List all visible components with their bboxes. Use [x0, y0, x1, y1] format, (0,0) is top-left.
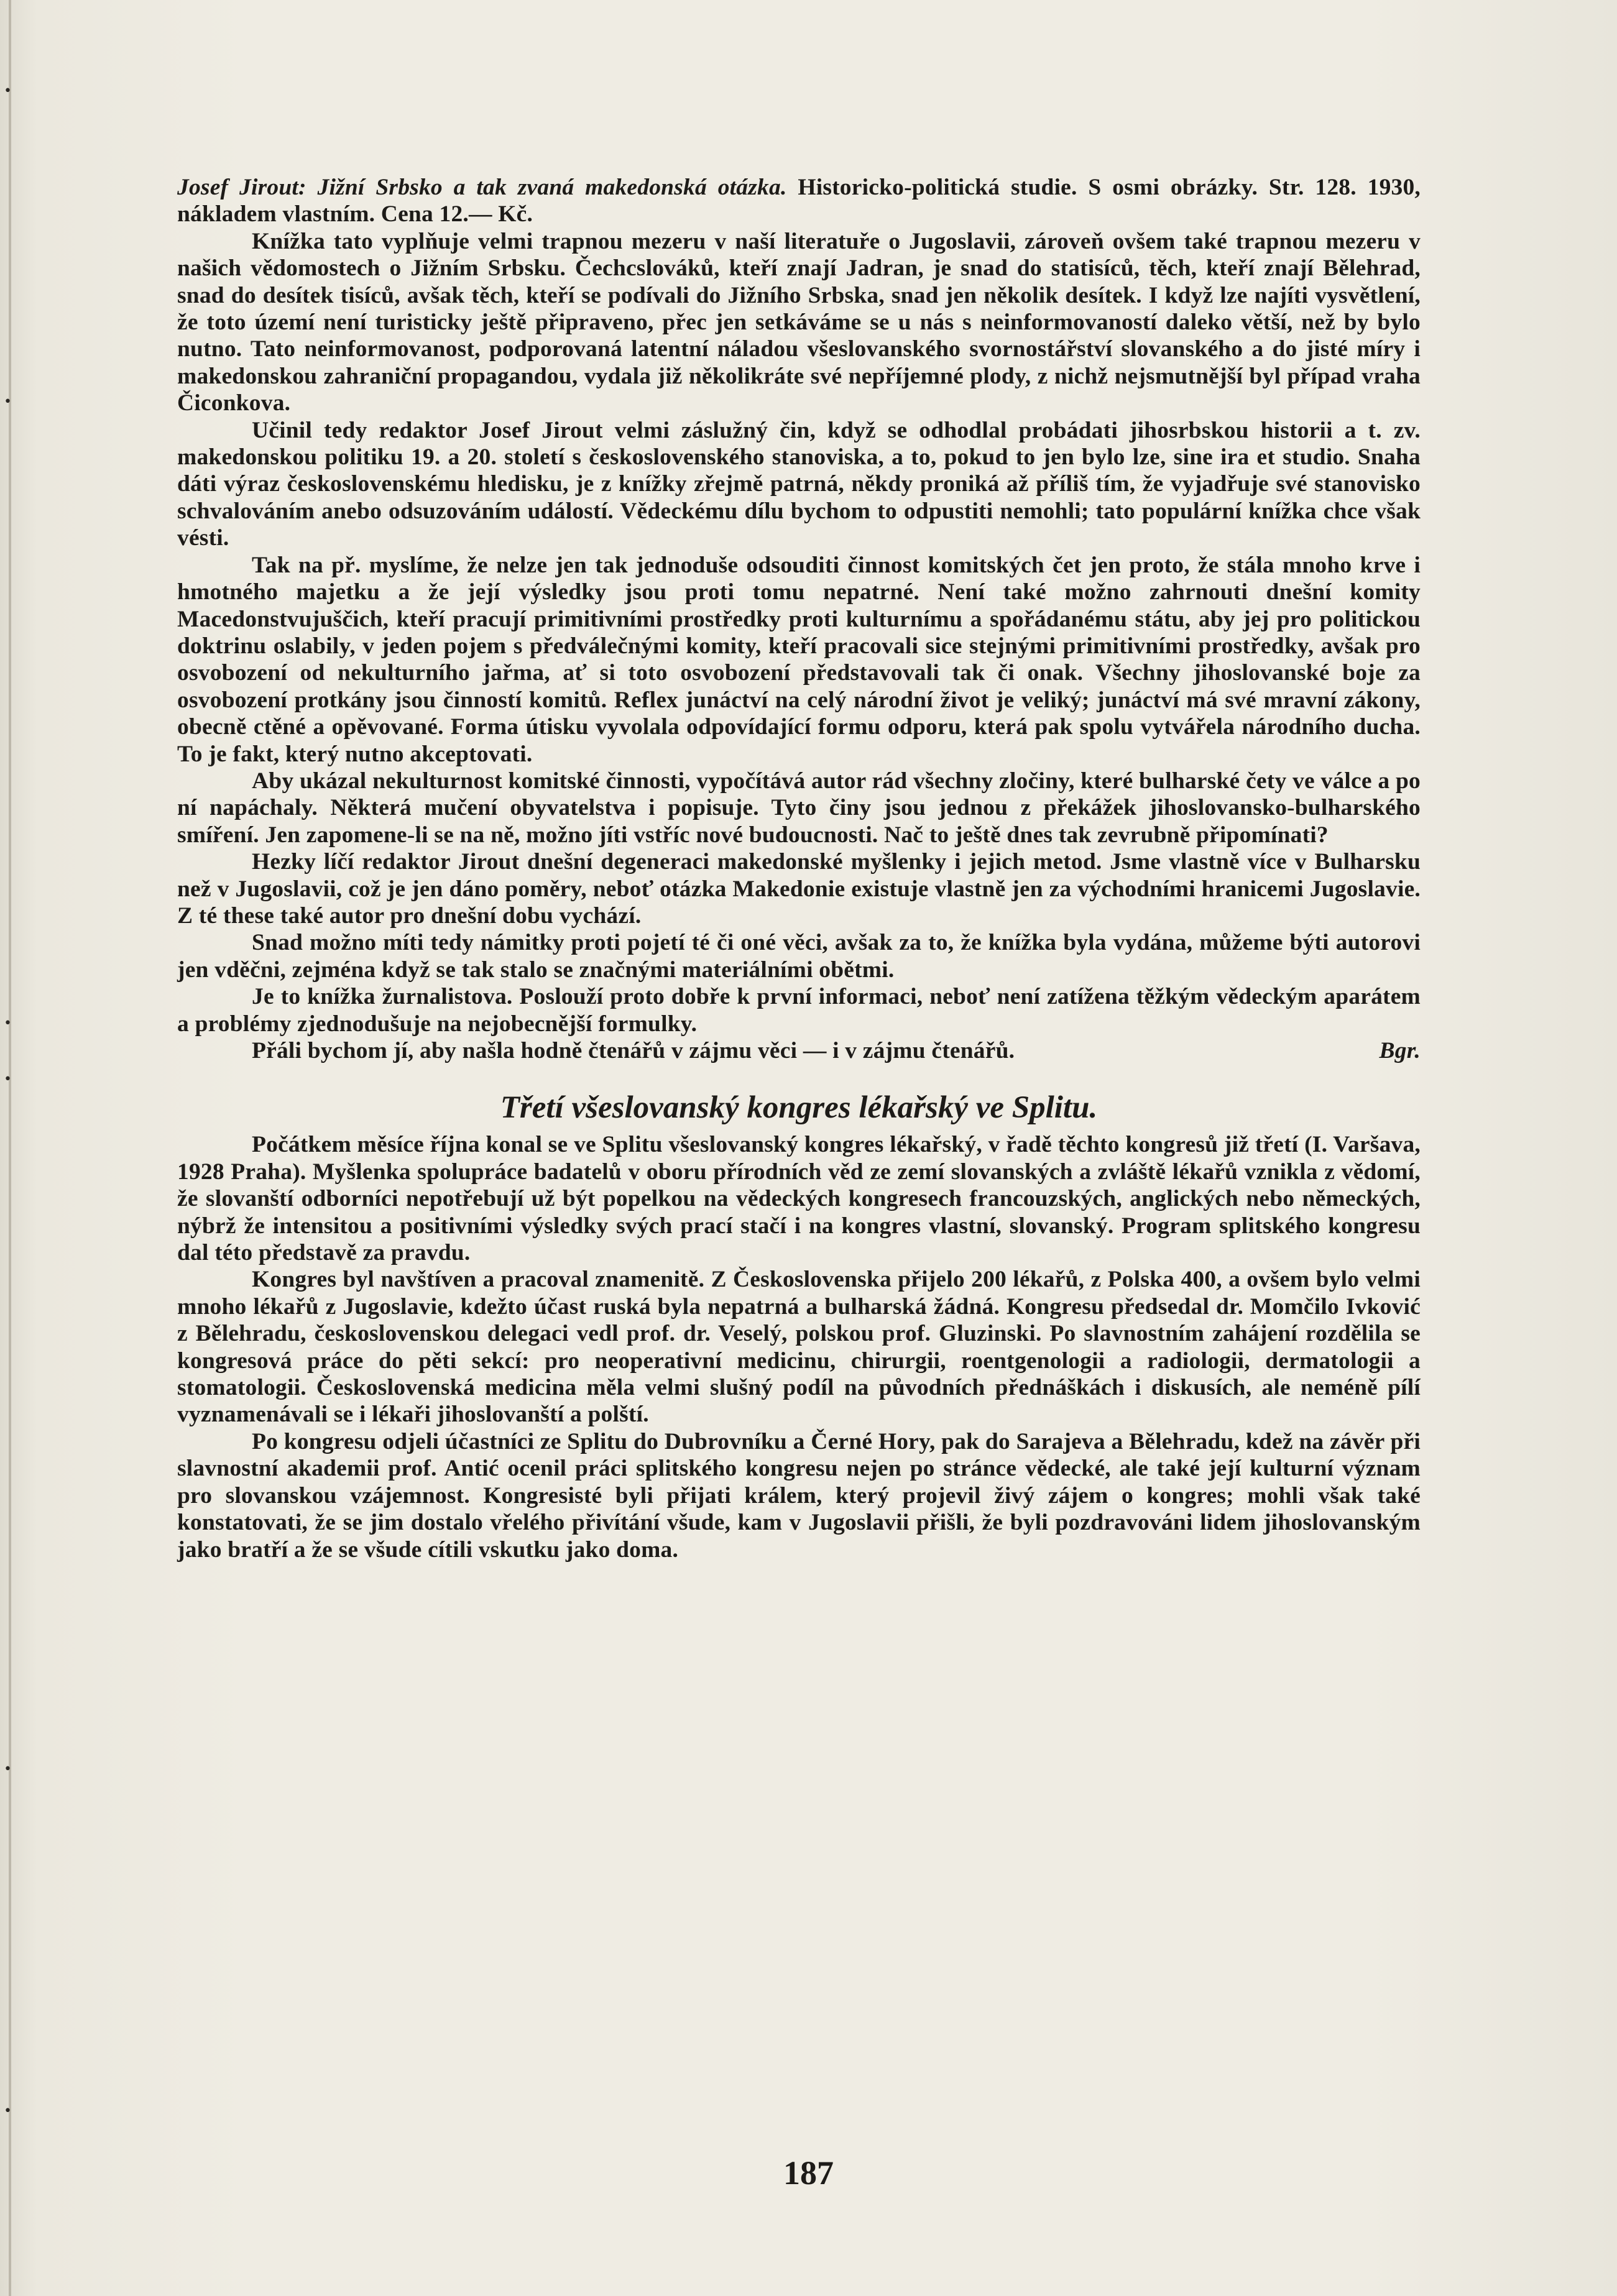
review-book-title: Josef Jirout: Jižní Srbsko a tak zvaná makedonská otázka. [177, 175, 787, 200]
binding-dot-mark: • [4, 1761, 12, 1777]
review-closing-paragraph [177, 1037, 1421, 1064]
review-book-details: Historicko-politická studie. S osmi obrázky. Str. 128. 1930, nákladem vlastním. Cena 12.— Kč. [177, 175, 1421, 227]
review-paragraph: Snad možno míti tedy námitky proti pojetí té či oné věci, avšak za to, že knížka byla vydána, můžeme býti autorovi jen vděčni, zejména když se tak stalo se značnými materiálními obětmi. [177, 930, 1421, 983]
binding-dot-mark: • [4, 83, 12, 99]
congress-paragraph: Kongres byl navštíven a pracoval znamenitě. Z Československa přijelo 200 lékařů, z Polska 400, a ovšem bylo velmi mnoho lékařů z Jugoslavie, kdežto účast ruská byla nepatrná a bulharská žádná. Kongresu předsedal dr. Momčilo Ivković z Bělehradu, československou delegaci vedl prof. dr. Veselý, polskou prof. Gluzinski. Po slavnostním zahájení rozdělila se kongresová práce do pěti sekcí: pro neoperativní medicinu, chirurgii, roentgenologii a radiologii, dermatologii a stomatologii. Československá medicina měla velmi slušný podíl na původních přednáškách i diskusích, ale neméně pílí vyznamenávali se i lékaři jihoslovanští a polští. [177, 1267, 1421, 1428]
page-number: 187 [783, 2154, 834, 2192]
binding-edge-rule [9, 0, 11, 2296]
review-paragraph: Tak na př. myslíme, že nelze jen tak jednoduše odsouditi činnost komitských čet jen proto, že stála mnoho krve i hmotného majetku a že její výsledky jsou proti tomu nepatrné. Není také možno zahrnouti dnešní komity Macedonstvujuščich, kteří pracují primitivními prostředky proti kulturnímu a spořádanému státu, aby jej pro politickou doktrinu oslabily, v jeden pojem s předválečnými komity, kteří pracovali sice stejnými primitivními prostředky, avšak pro osvobození od nekulturního jařma, ať si toto osvobození představovali tak či onak. Všechny jihoslovanské boje za osvobození protkány jsou činností komitů. Reflex junáctví na celý národní život je veliký; junáctví má své mravní zákony, obecně ctěné a opěvované. Forma útisku vyvolala odpovídající formu odporu, která pak spolu vytvářela národního ducha. To je fakt, který nutno akceptovati. [177, 552, 1421, 767]
review-paragraph: Hezky líčí redaktor Jirout dnešní degeneraci makedonské myšlenky i jejich metod. Jsme vlastně více v Bulharsku než v Jugoslavii, což je jen dáno poměry, neboť otázka Makedonie existuje vlastně jen za východními hranicemi Jugoslavie. Z té these také autor pro dnešní dobu vychází. [177, 849, 1421, 929]
review-signature: Bgr. [1379, 1038, 1421, 1063]
page-content [177, 174, 1421, 1563]
congress-paragraph: Počátkem měsíce října konal se ve Splitu všeslovanský kongres lékařský, v řadě těchto kongresů již třetí (I. Varšava, 1928 Praha). Myšlenka spolupráce badatelů v oboru přírodních věd ze zemí slovanských a zvláště lékařů vznikla z vědomí, že slovanští odborníci nepotřebují už být popelkou na vědeckých kongresech francouzských, anglických nebo německých, nýbrž že intensitou a positivními výsledky svých prací stačí i na kongres vlastní, slovanský. Program splitského kongresu dal této představě za pravdu. [177, 1132, 1421, 1266]
binding-dot-mark: • [4, 394, 12, 410]
binding-dot-mark: • [4, 2103, 12, 2119]
congress-section-title: Třetí všeslovanský kongres lékařský ve Splitu. [500, 1090, 1098, 1126]
review-paragraph: Knížka tato vyplňuje velmi trapnou mezeru v naší literatuře o Jugoslavii, zároveň ovšem také trapnou mezeru v našich vědomostech o Jižním Srbsku. Čechcslováků, kteří znají Jadran, je snad do statisíců, těch, kteří znají Bělehrad, snad do desítek tisíců, avšak těch, kteří se podívali do Jižního Srbska, snad jen několik desítek. I když lze najíti vysvětlení, že toto území není turisticky ještě připraveno, přec jen setkáváme se u nás s neinformovaností daleko větší, než by bylo nutno. Tato neinformovanost, podporovaná latentní náladou všeslovanského svornostářství slovanského a do jisté míry i makedonskou zahraniční propagandou, vydala již několikráte své nepříjemné plody, z nichž nejsmutnější byl případ vraha Čiconkova. [177, 228, 1421, 416]
review-paragraph: Učinil tedy redaktor Josef Jirout velmi záslužný čin, když se odhodlal probádati jihosrbskou historii a t. zv. makedonskou politiku 19. a 20. století s československého stanoviska, a to, pokud to jen bylo lze, sine ira et studio. Snaha dáti výraz československému hledisku, je z knížky zřejmě patrná, někdy proniká až příliš tím, že vyjadřuje své stanovisko schvalováním anebo odsuzováním událostí. Vědeckému dílu bychom to odpustiti nemohli; tato populární knížka chce však vésti. [177, 417, 1421, 551]
congress-paragraph: Po kongresu odjeli účastníci ze Splitu do Dubrovníku a Černé Hory, pak do Sarajeva a Bělehradu, kdež na závěr při slavnostní akademii prof. Antić ocenil práci splitského kongresu nejen po stránce vědecké, ale také její kulturní význam pro slovanskou vzájemnost. Kongresisté byli přijati králem, který projevil živý zájem o kongres; mohli však také konstatovati, že se jim dostalo vřelého přivítání všude, kam v Jugoslavii přišli, že byli pozdravováni lidem jihoslovanským jako bratří a že se všude cítili vskutku jako doma. [177, 1428, 1421, 1563]
binding-dot-mark: • [4, 1072, 12, 1087]
review-paragraph: Aby ukázal nekulturnost komitské činnosti, vypočítává autor rád všechny zločiny, které bulharské čety ve válce a po ní napáchaly. Některá mučení obyvatelstva i popisuje. Tyto činy jsou jednou z překážek jihoslovansko-bulharského smíření. Jen zapomene-li se na ně, možno jíti vstříc nové budoucnosti. Nač to ještě dnes tak zevrubně připomínati? [177, 768, 1421, 848]
review-paragraph: Je to knížka žurnalistova. Poslouží proto dobře k první informaci, neboť není zatížena těžkým vědeckým aparátem a problémy zjednodušuje na nejobecnější formulky. [177, 984, 1421, 1037]
review-closing-text: Přáli bychom jí, aby našla hodně čtenářů v zájmu věci — i v zájmu čtenářů. [252, 1038, 1015, 1063]
binding-dot-mark: • [4, 1016, 12, 1031]
review-heading-paragraph [177, 174, 1421, 228]
